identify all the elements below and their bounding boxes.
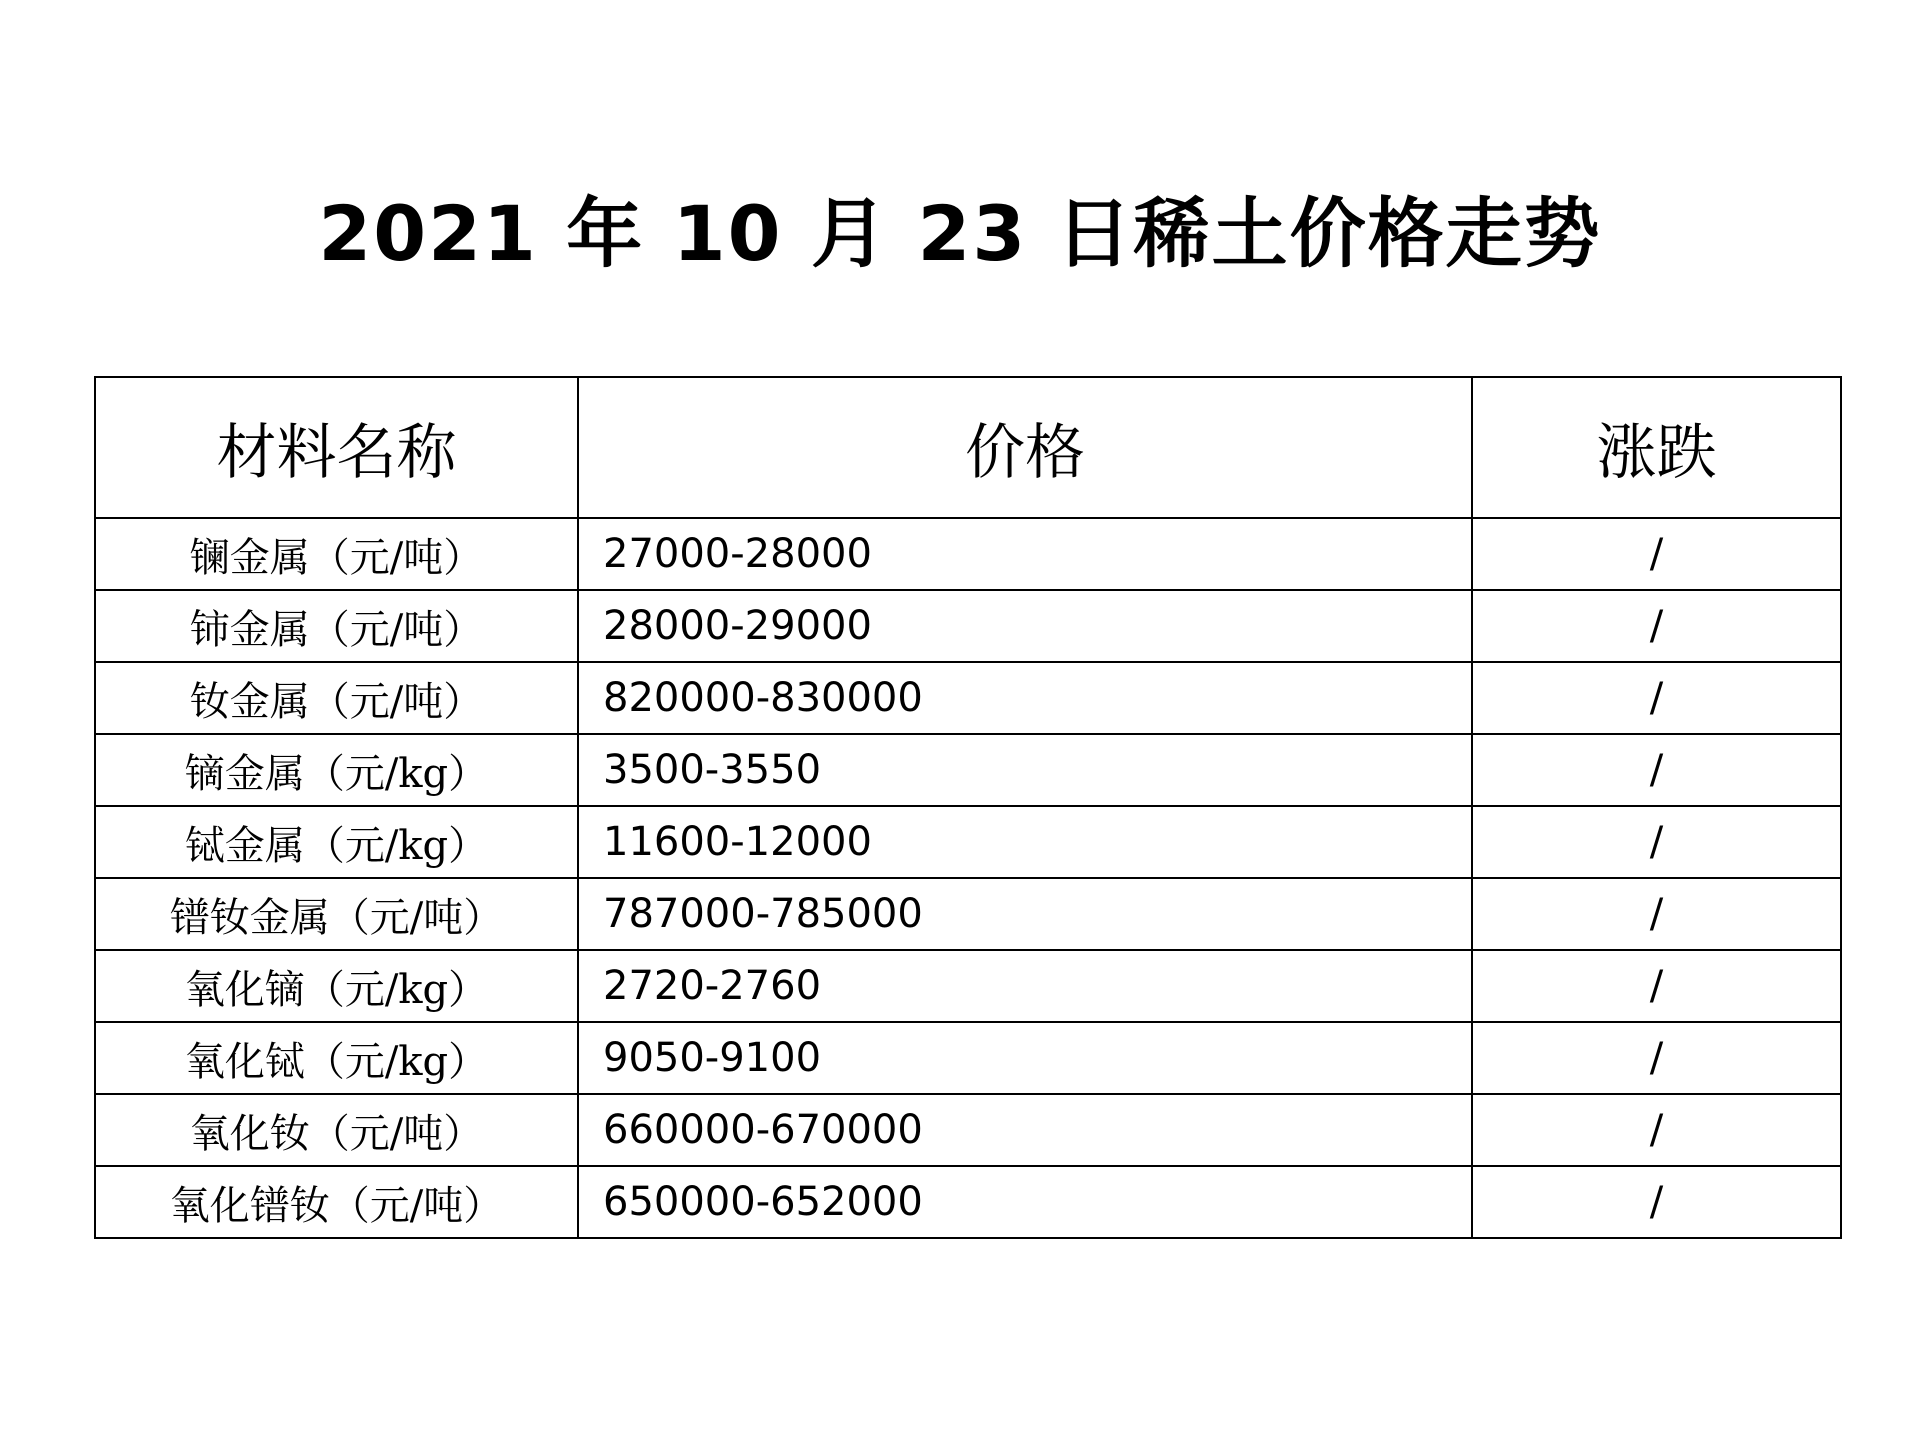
price-cell: 27000-28000	[578, 518, 1472, 590]
table-row	[95, 1094, 1841, 1166]
material-name-cell: 铈金属（元/吨）	[95, 590, 578, 662]
table-header	[95, 377, 1841, 518]
price-cell: 2720-2760	[578, 950, 1472, 1022]
column-header-price: 价格	[578, 377, 1472, 518]
table-body	[95, 518, 1841, 1238]
table-row	[95, 734, 1841, 806]
table-row	[95, 518, 1841, 590]
table-row	[95, 662, 1841, 734]
material-name-cell: 氧化镝（元/kg）	[95, 950, 578, 1022]
material-name-cell: 镨钕金属（元/吨）	[95, 878, 578, 950]
change-cell: /	[1472, 662, 1841, 734]
price-cell: 28000-29000	[578, 590, 1472, 662]
table-row	[95, 1022, 1841, 1094]
price-cell: 650000-652000	[578, 1166, 1472, 1238]
price-cell: 9050-9100	[578, 1022, 1472, 1094]
price-cell: 3500-3550	[578, 734, 1472, 806]
change-cell: /	[1472, 806, 1841, 878]
price-cell: 820000-830000	[578, 662, 1472, 734]
material-name-cell: 镧金属（元/吨）	[95, 518, 578, 590]
change-cell: /	[1472, 1094, 1841, 1166]
page-title: 2021 年 10 月 23 日稀土价格走势	[318, 189, 1602, 278]
table-header-row	[95, 377, 1841, 518]
change-cell: /	[1472, 1022, 1841, 1094]
material-name-cell: 钕金属（元/吨）	[95, 662, 578, 734]
material-name-cell: 氧化铽（元/kg）	[95, 1022, 578, 1094]
change-cell: /	[1472, 518, 1841, 590]
column-header-material-name: 材料名称	[95, 377, 578, 518]
price-cell: 11600-12000	[578, 806, 1472, 878]
material-name-cell: 镝金属（元/kg）	[95, 734, 578, 806]
table-row	[95, 878, 1841, 950]
material-name-cell: 氧化镨钕（元/吨）	[95, 1166, 578, 1238]
change-cell: /	[1472, 878, 1841, 950]
change-cell: /	[1472, 734, 1841, 806]
price-cell: 787000-785000	[578, 878, 1472, 950]
table-row	[95, 590, 1841, 662]
table-row	[95, 1166, 1841, 1238]
change-cell: /	[1472, 590, 1841, 662]
table-row	[95, 806, 1841, 878]
table-row	[95, 950, 1841, 1022]
change-cell: /	[1472, 1166, 1841, 1238]
material-name-cell: 铽金属（元/kg）	[95, 806, 578, 878]
price-cell: 660000-670000	[578, 1094, 1472, 1166]
rare-earth-price-table	[94, 376, 1842, 1239]
change-cell: /	[1472, 950, 1841, 1022]
column-header-change: 涨跌	[1472, 377, 1841, 518]
material-name-cell: 氧化钕（元/吨）	[95, 1094, 578, 1166]
